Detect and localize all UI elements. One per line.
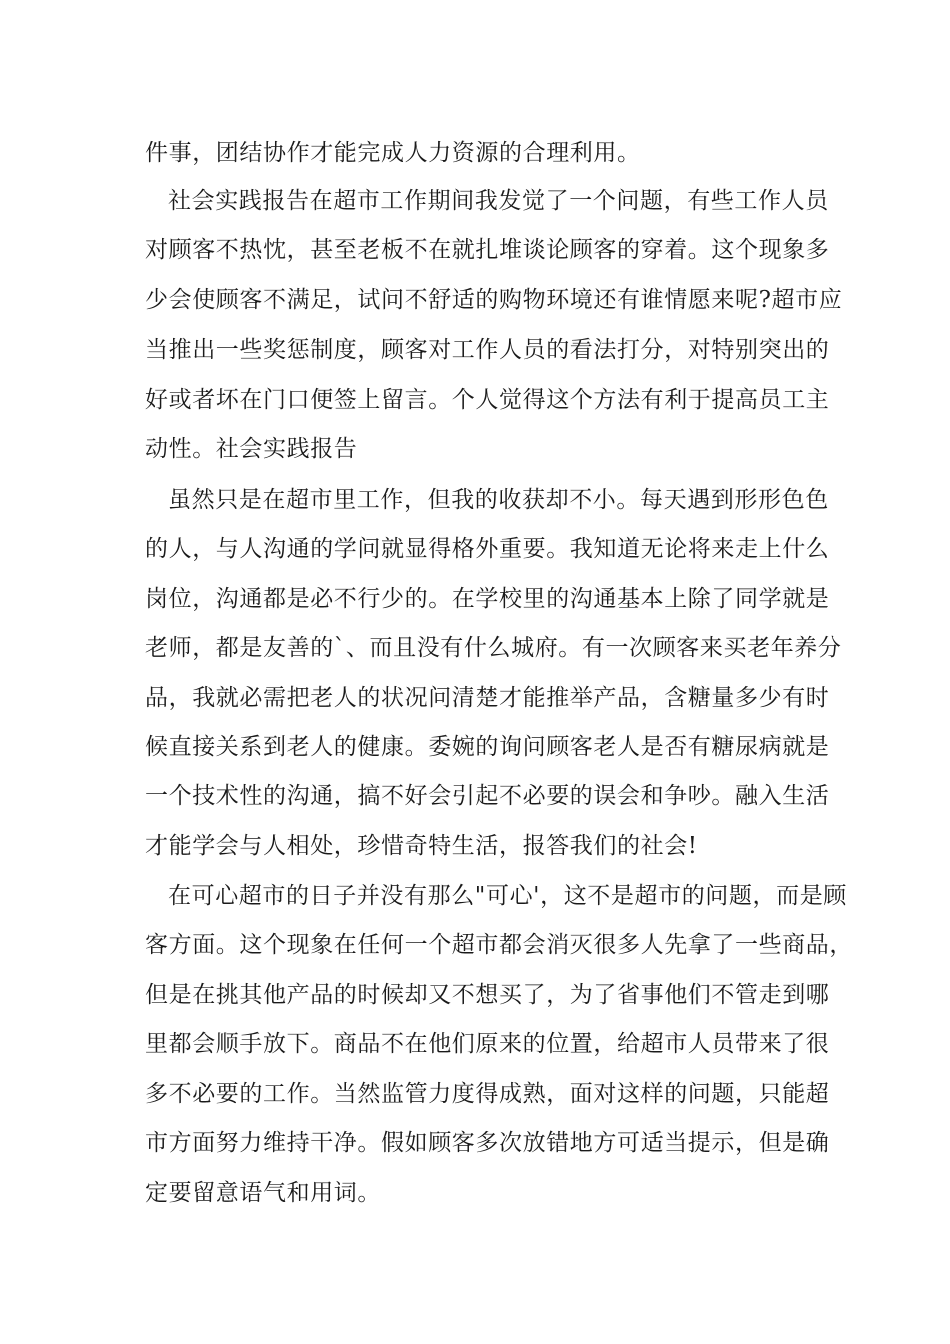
text-line: 定要留意语气和用词。	[145, 1180, 381, 1206]
text-line: 市方面努力维持干净。假如顾客多次放错地方可适当提示，但是确	[145, 1130, 830, 1156]
text-line: 动性。社会实践报告	[145, 436, 358, 462]
paragraph-first-line: 虽然只是在超市里工作，但我的收获却不小。每天遇到形形色色	[168, 487, 829, 513]
text-line: 多不必要的工作。当然监管力度得成熟，面对这样的问题，只能超	[145, 1081, 830, 1107]
text-line: 好或者坏在门口便签上留言。个人觉得这个方法有利于提高员工主	[145, 387, 830, 413]
text-line: 候直接关系到老人的健康。委婉的询问顾客老人是否有糖尿病就是	[145, 734, 830, 760]
text-line: 岗位，沟通都是必不行少的。在学校里的沟通基本上除了同学就是	[145, 586, 830, 612]
text-line: 但是在挑其他产品的时候却又不想买了，为了省事他们不管走到哪	[145, 982, 830, 1008]
text-line: 件事，团结协作才能完成人力资源的合理利用。	[145, 140, 641, 166]
text-line: 当推出一些奖惩制度，顾客对工作人员的看法打分，对特别突出的	[145, 337, 830, 363]
text-line: 一个技术性的沟通，搞不好会引起不必要的误会和争吵。融入生活	[145, 783, 830, 809]
text-line: 客方面。这个现象在任何一个超市都会消灭很多人先拿了一些商品，	[145, 932, 853, 958]
text-line: 才能学会与人相处，珍惜奇特生活，报答我们的社会!	[145, 833, 698, 859]
text-line: 里都会顺手放下。商品不在他们原来的位置，给超市人员带来了很	[145, 1031, 830, 1057]
paragraph-first-line: 社会实践报告在超市工作期间我发觉了一个问题，有些工作人员	[168, 188, 829, 214]
text-line: 品，我就必需把老人的状况问清楚才能推举产品，含糖量多少有时	[145, 685, 830, 711]
text-line: 的人，与人沟通的学问就显得格外重要。我知道无论将来走上什么	[145, 536, 830, 562]
text-line: 少会使顾客不满足，试问不舒适的购物环境还有谁情愿来呢?超市应	[145, 287, 843, 313]
text-line: 对顾客不热忱，甚至老板不在就扎堆谈论顾客的穿着。这个现象多	[145, 237, 830, 263]
paragraph-first-line: 在可心超市的日子并没有那么"可心'，这不是超市的问题，而是顾	[168, 883, 847, 909]
text-line: 老师，都是友善的`、而且没有什么城府。有一次顾客来买老年养分	[145, 635, 842, 661]
